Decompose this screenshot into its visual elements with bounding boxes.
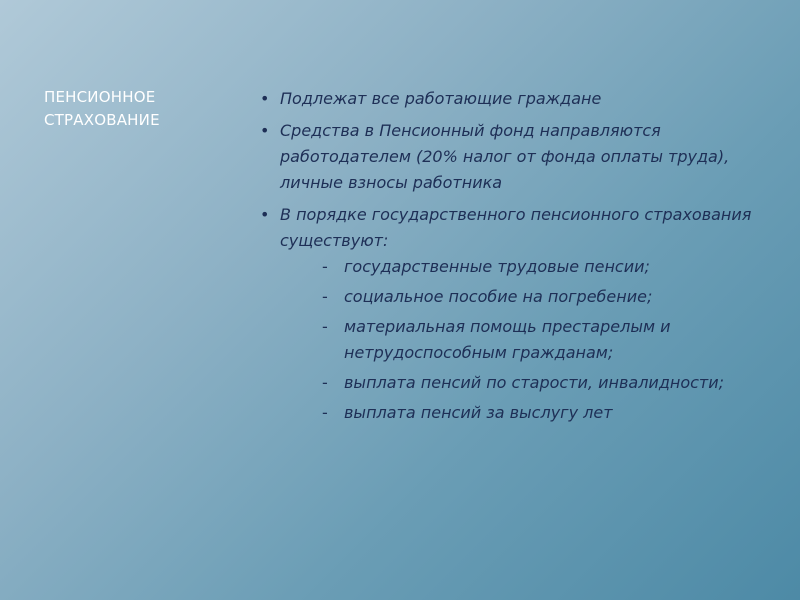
bullet-text: В порядке государственного пенсионного страхования существуют: [280,205,752,250]
bullet-item [258,86,758,112]
sub-item-text: социальное пособие на погребение; [344,287,653,306]
sub-list-item [280,400,758,426]
sub-item-text: выплата пенсий за выслугу лет [344,403,613,422]
bullet-marker: • [260,205,270,224]
sub-list [280,254,758,426]
bullet-item [258,118,758,196]
slide-title-line-2: СТРАХОВАНИЕ [44,111,160,129]
bullet-text: Подлежат все работающие граждане [280,89,602,108]
bullet-text: Средства в Пенсионный фонд направляются работодателем (20% налог от фонда оплаты труда), личные взносы работника [280,121,730,192]
sub-item-text: выплата пенсий по старости, инвалидности; [344,373,725,392]
slide-title-line-1: ПЕНСИОННОЕ [44,88,156,106]
slide-title [44,86,234,132]
sub-list-item [280,314,758,366]
sub-list-item [280,284,758,310]
bullet-marker: • [260,121,270,140]
dash-marker: - [322,287,328,306]
slide-content [258,86,758,432]
sub-item-text: материальная помощь престарелым и нетрудоспособным гражданам; [344,317,671,362]
bullet-item [258,202,758,426]
dash-marker: - [322,257,328,276]
dash-marker: - [322,403,328,422]
bullet-list [258,86,758,426]
bullet-marker: • [260,89,270,108]
sub-item-text: государственные трудовые пенсии; [344,257,650,276]
sub-list-item [280,370,758,396]
dash-marker: - [322,317,328,336]
dash-marker: - [322,373,328,392]
sub-list-item [280,254,758,280]
